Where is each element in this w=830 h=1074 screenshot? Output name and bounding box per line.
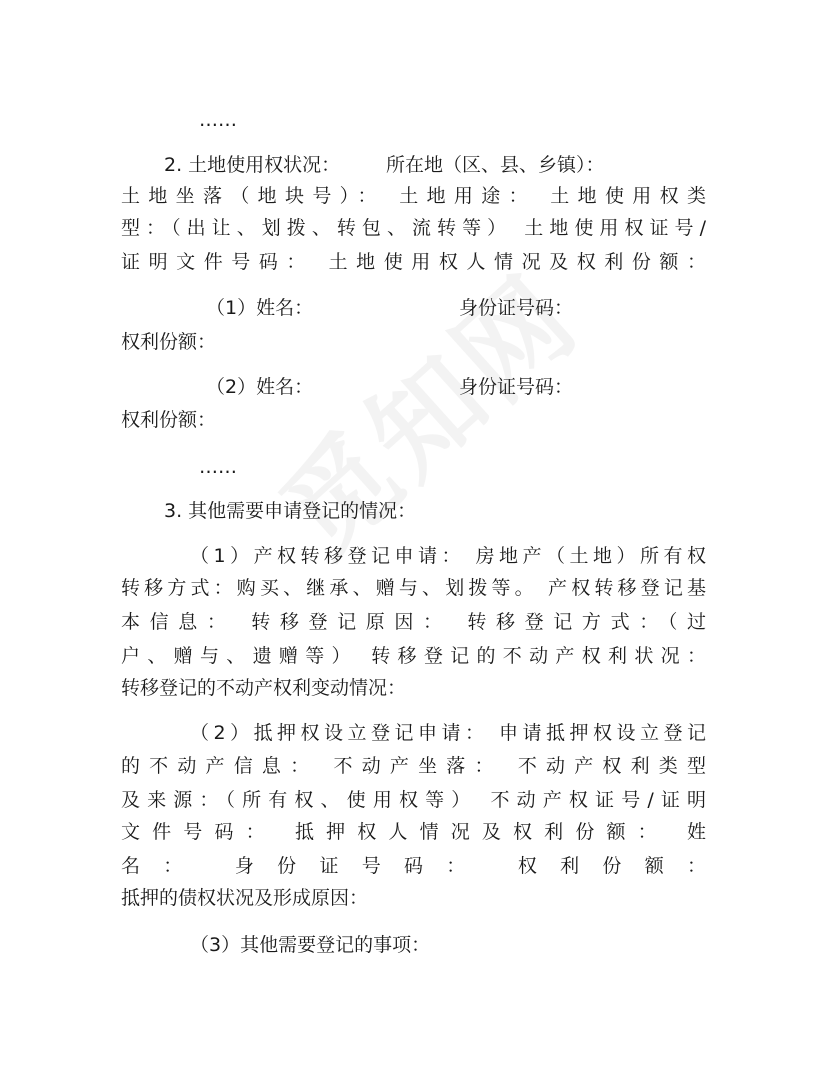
watermark bbox=[242, 234, 606, 584]
ellipsis: …… bbox=[199, 109, 237, 131]
ellipsis: …… bbox=[199, 456, 237, 478]
person-2-share-label: 权利份额： bbox=[121, 409, 217, 431]
person-2-name-label: （2）姓名： bbox=[206, 376, 314, 398]
paragraph-line: 证明文件号码： 土地使用权人情况及权利份额： bbox=[121, 251, 706, 273]
paragraph-line: 转移登记的不动产权利变动情况： bbox=[121, 677, 407, 699]
person-2-id-label: 身份证号码： bbox=[459, 376, 574, 398]
paragraph-line: 本信息： 转移登记原因： 转移登记方式：（过 bbox=[121, 611, 706, 633]
person-1-id-label: 身份证号码： bbox=[459, 297, 574, 319]
other-matters-label: （3）其他需要登记的事项： bbox=[190, 934, 431, 956]
paragraph-line: 的不动产信息： 不动产坐落： 不动产权利类型 bbox=[121, 755, 706, 777]
paragraph-line: 型：（出让、划拨、转包、流转等） 土地使用权证号/ bbox=[121, 217, 706, 239]
paragraph-line: 户、赠与、遗赠等） 转移登记的不动产权利状况： bbox=[121, 645, 706, 667]
location-label: 所在地（区、县、乡镇）： bbox=[386, 154, 605, 176]
paragraph-line: 文件号码： 抵押权人情况及权利份额： 姓 bbox=[121, 821, 706, 843]
paragraph-line: （1）产权转移登记申请： 房地产（土地）所有权 bbox=[190, 545, 706, 567]
paragraph-line: 土地坐落（地块号）： 土地用途： 土地使用权类 bbox=[121, 185, 706, 207]
paragraph-line: （2）抵押权设立登记申请： 申请抵押权设立登记 bbox=[190, 722, 706, 744]
person-1-share-label: 权利份额： bbox=[121, 331, 217, 353]
paragraph-line: 名： 身份证号码： 权利份额： bbox=[121, 855, 706, 877]
paragraph-line: 抵押的债权状况及形成原因： bbox=[121, 887, 369, 909]
paragraph-line: 及来源：（所有权、使用权等） 不动产权证号/证明 bbox=[121, 789, 706, 811]
paragraph-line: 转移方式：购买、继承、赠与、划拨等。 产权转移登记基 bbox=[121, 577, 706, 599]
section-3-heading: 3. 其他需要申请登记的情况： bbox=[164, 500, 417, 522]
section-2-heading: 2. 土地使用权状况： bbox=[164, 154, 341, 176]
person-1-name-label: （1）姓名： bbox=[206, 297, 314, 319]
